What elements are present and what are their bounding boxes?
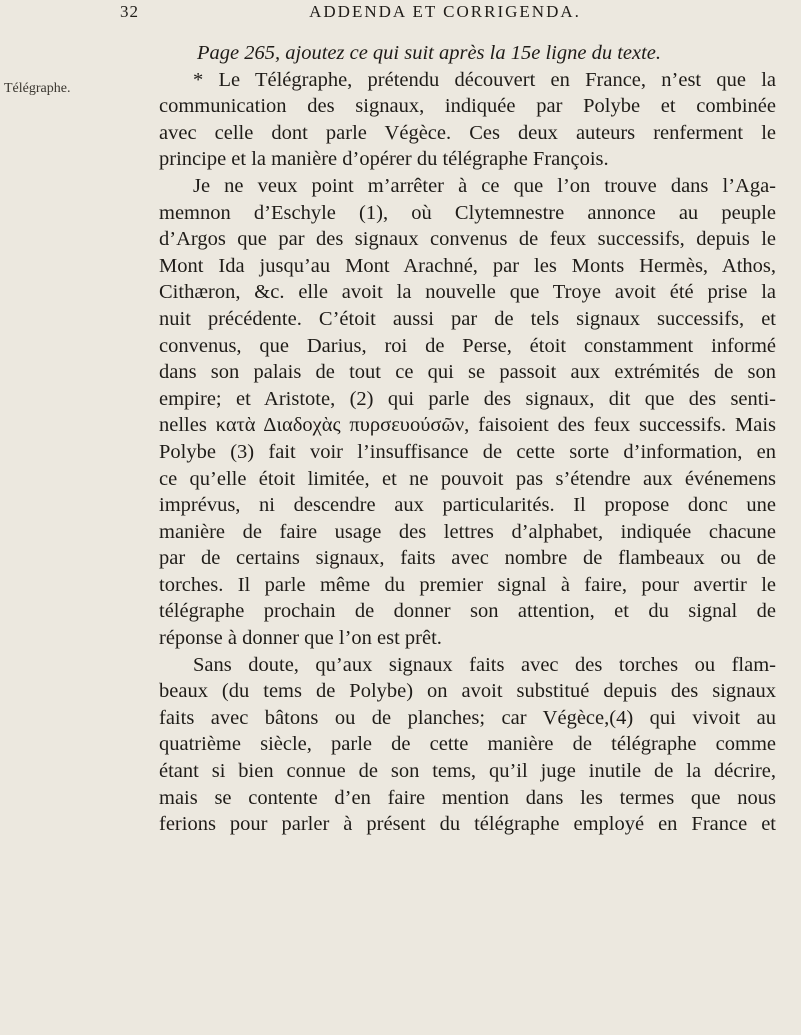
text-line: communication des signaux, indiquée par Polybe et combinée [159, 95, 776, 118]
text-line: Cithæron, &c. elle avoit la nouvelle que Troye avoit été prise la [159, 281, 776, 304]
text-line: memnon d’Eschyle (1), où Clytemnestre annonce au peuple [159, 201, 776, 224]
addendum-heading: Page 265, ajoutez ce qui suit après la 15e ligne du texte. [197, 42, 662, 64]
text-line: mais se contente d’en faire mention dans les termes que nous [159, 786, 776, 809]
text-line: dans son palais de tout ce qui se passoit aux extrémités de son [159, 361, 776, 384]
text-line: télégraphe prochain de donner son attention, et du signal de [159, 600, 776, 623]
margin-note: Télégraphe. [4, 81, 71, 96]
text-line: imprévus, ni descendre aux particularités. Il propose donc une [159, 494, 776, 517]
text-line: Sans doute, qu’aux signaux faits avec des torches ou flam- [193, 653, 776, 676]
text-line: convenus, que Darius, roi de Perse, étoit constamment informé [159, 334, 776, 357]
text-line: principe et la manière d’opérer du télégraphe François. [159, 148, 609, 171]
text-line: d’Argos que par des signaux convenus de feux successifs, depuis le [159, 228, 776, 251]
text-line: nelles κατὰ Διαδοχὰς πυρσευούσῶν, faisoient des feux successifs. Mais [159, 414, 776, 437]
running-head: ADDENDA ET CORRIGENDA. [309, 2, 581, 21]
text-line: * Le Télégraphe, prétendu découvert en France, n’est que la [193, 68, 776, 91]
text-line: avec celle dont parle Végèce. Ces deux auteurs renferment le [159, 121, 776, 144]
text-line: quatrième siècle, parle de cette manière de télégraphe comme [159, 733, 776, 756]
text-line: réponse à donner que l’on est prêt. [159, 627, 442, 650]
text-line: beaux (du tems de Polybe) on avoit substitué depuis des signaux [159, 680, 776, 703]
text-line: empire; et Aristote, (2) qui parle des signaux, dit que des senti- [159, 387, 776, 410]
text-line: ferions pour parler à présent du télégraphe employé en France et [159, 813, 776, 836]
text-line: étant si bien connue de son tems, qu’il juge inutile de la décrire, [159, 760, 776, 783]
body-text [159, 40, 776, 838]
text-line: torches. Il parle même du premier signal à faire, pour avertir le [159, 573, 776, 596]
text-line: nuit précédente. C’étoit aussi par de tels signaux successifs, et [159, 307, 776, 330]
page-number: 32 [120, 2, 139, 21]
text-line: manière de faire usage des lettres d’alphabet, indiquée chacune [159, 520, 776, 543]
text-line: ce qu’elle étoit limitée, et ne pouvoit pas s’étendre aux événemens [159, 467, 776, 490]
text-line: Je ne veux point m’arrêter à ce que l’on trouve dans l’Aga- [193, 174, 776, 197]
text-line: faits avec bâtons ou de planches; car Végèce,(4) qui vivoit au [159, 706, 776, 729]
text-line: Polybe (3) fait voir l’insuffisance de cette sorte d’information, en [159, 440, 776, 463]
text-line: Mont Ida jusqu’au Mont Arachné, par les Monts Hermès, Athos, [159, 254, 776, 277]
text-line: par de certains signaux, faits avec nombre de flambeaux ou de [159, 547, 776, 570]
